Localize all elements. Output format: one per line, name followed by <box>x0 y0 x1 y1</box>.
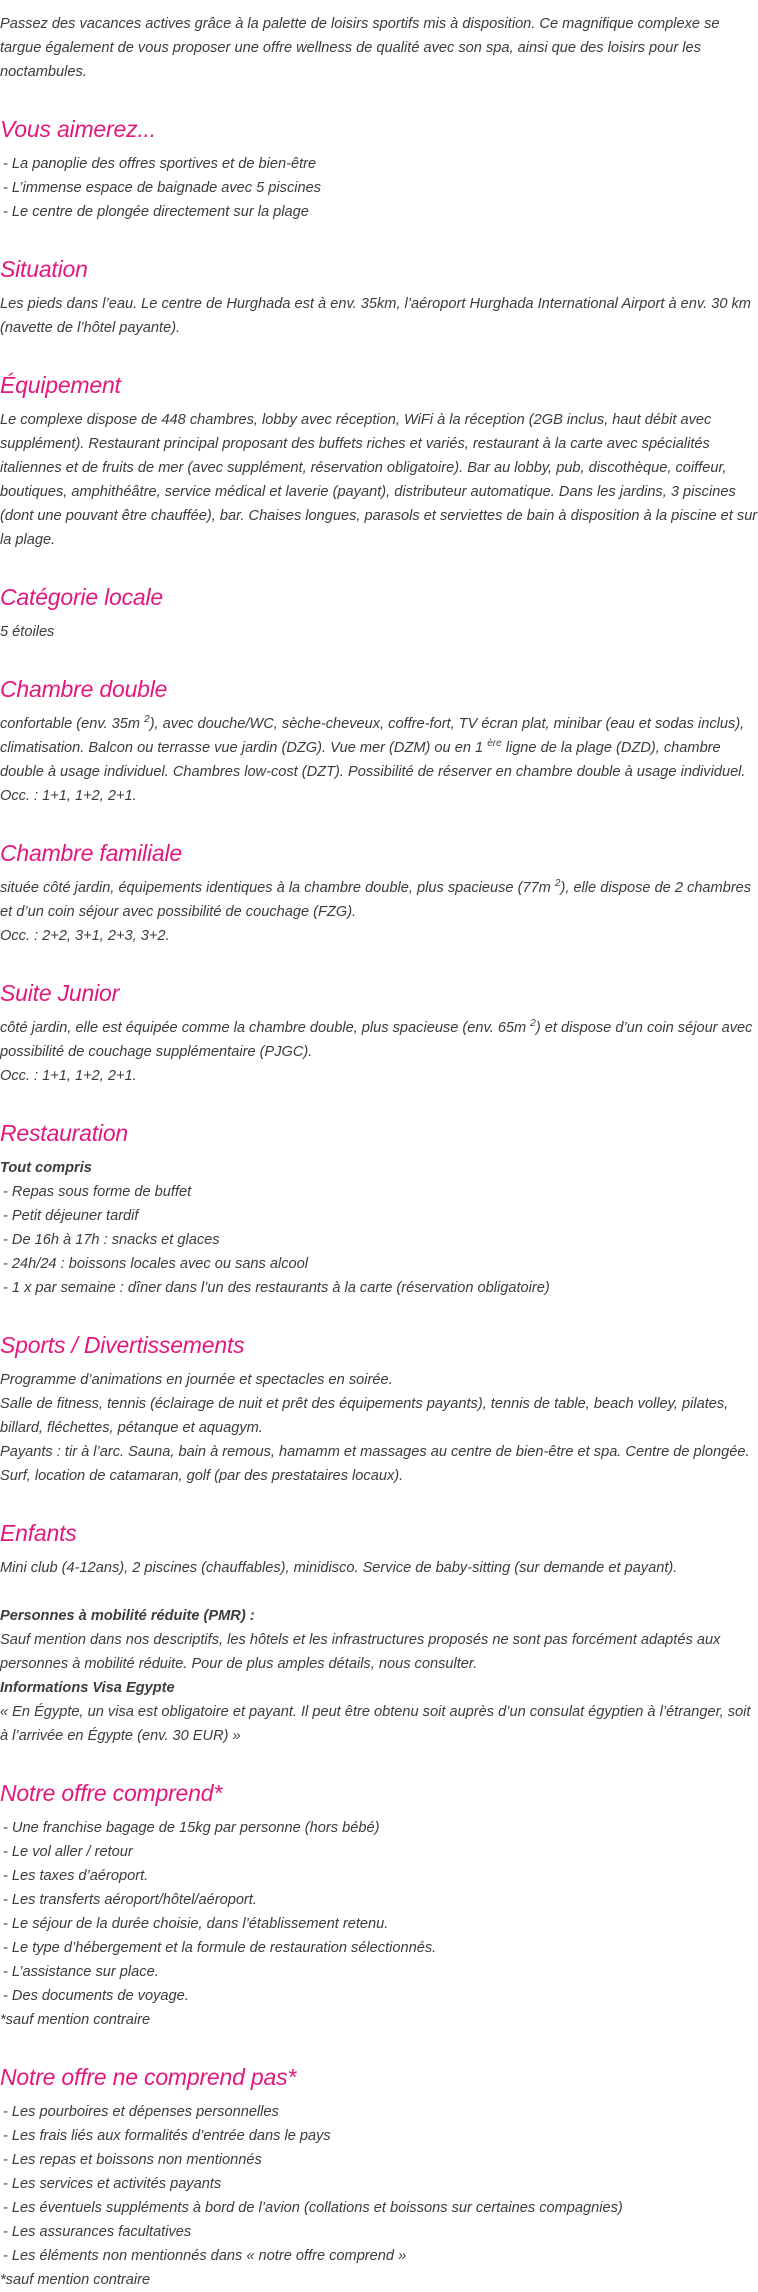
bold-label: Tout compris <box>0 1160 92 1176</box>
list-item: - Les taxes d’aéroport. <box>3 1868 149 1884</box>
section-situation <box>0 254 758 340</box>
list-item: - Une franchise bagage de 15kg par personne (hors bébé) <box>3 1820 380 1836</box>
occupancy-text: Occ. : 1+1, 1+2, 2+1. <box>0 1068 137 1084</box>
section-restauration <box>0 1118 758 1300</box>
section-title: Notre offre ne comprend pas* <box>0 2064 297 2090</box>
list-item: - Les repas et boissons non mentionnés <box>3 2152 262 2168</box>
section-title: Notre offre comprend* <box>0 1780 223 1806</box>
section-title: Équipement <box>0 372 121 398</box>
room-description <box>0 1016 758 1064</box>
text-part: confortable (env. 35m <box>0 716 145 732</box>
bold-label: Informations Visa Egypte <box>0 1680 175 1696</box>
section-sports <box>0 1330 758 1488</box>
restauration-subtitle <box>0 1156 758 1180</box>
section-offre-ne-comprend <box>0 2062 758 2292</box>
list-item: - L’immense espace de baignade avec 5 piscines <box>3 180 322 196</box>
intro-text: Passez des vacances actives grâce à la palette de loisirs sportifs mis à disposition. Ce magnifique complexe se targue également de vous proposer une offre wellness de qualité avec son spa, ainsi que des loisirs pour les noctambules. <box>0 16 720 80</box>
highlights-list <box>0 152 758 224</box>
list-item: - Le centre de plongée directement sur la plage <box>3 204 309 220</box>
section-title: Catégorie locale <box>0 584 164 610</box>
text-part: ), elle dispose de 2 chambres et d’un coin séjour avec possibilité de couchage (FZG). <box>0 880 752 920</box>
list-item: - La panoplie des offres sportives et de bien-être <box>3 156 317 172</box>
list-item: - Le vol aller / retour <box>3 1844 133 1860</box>
section-vous-aimerez <box>0 114 758 224</box>
superscript: 2 <box>144 714 150 725</box>
list-item: - Les éléments non mentionnés dans « notre offre comprend » <box>3 2248 407 2264</box>
section-categorie <box>0 582 758 644</box>
list-item: - Les services et activités payants <box>3 2176 222 2192</box>
list-item: - Les transferts aéroport/hôtel/aéroport. <box>3 1892 257 1908</box>
section-chambre-familiale <box>0 838 758 948</box>
text-part: ) et dispose d’un coin séjour avec possibilité de couchage supplémentaire (PJGC). <box>0 1020 753 1060</box>
section-title: Restauration <box>0 1120 129 1146</box>
section-text: « En Égypte, un visa est obligatoire et payant. Il peut être obtenu soit auprès d’un consulat égyptien à l’étranger, soit à l’arrivée en Égypte (env. 30 EUR) » <box>0 1704 751 1744</box>
spacer <box>0 1580 758 1604</box>
footnote: *sauf mention contraire <box>0 2272 151 2288</box>
section-title: Enfants <box>0 1520 77 1546</box>
section-title: Chambre double <box>0 676 168 702</box>
section-text: Mini club (4-12ans), 2 piscines (chauffables), minidisco. Service de baby-sitting (sur demande et payant). <box>0 1560 678 1576</box>
visa-heading <box>0 1676 758 1700</box>
superscript: 2 <box>530 1018 536 1029</box>
section-title: Chambre familiale <box>0 840 182 866</box>
footnote: *sauf mention contraire <box>0 2012 151 2028</box>
section-suite-junior <box>0 978 758 1088</box>
bold-label: Personnes à mobilité réduite (PMR) : <box>0 1608 255 1624</box>
pmr-heading <box>0 1604 758 1628</box>
text-part: côté jardin, elle est équipée comme la chambre double, plus spacieuse (env. 65m <box>0 1020 531 1036</box>
section-offre-comprend <box>0 1778 758 2032</box>
room-description <box>0 876 758 924</box>
section-title: Sports / Divertissements <box>0 1332 245 1358</box>
section-chambre-double <box>0 674 758 808</box>
list-item: - Petit déjeuner tardif <box>3 1208 139 1224</box>
included-list <box>0 1816 758 2032</box>
list-item: - Les assurances facultatives <box>3 2224 192 2240</box>
section-equipement <box>0 370 758 552</box>
list-item: - Des documents de voyage. <box>3 1988 189 2004</box>
text-part: ligne de la plage (DZD), chambre double à usage individuel. Chambres low-cost (DZT). Possibilité de réserver en chambre double à usage individuel. <box>0 740 746 780</box>
list-item: - Les frais liés aux formalités d’entrée dans le pays <box>3 2128 331 2144</box>
superscript: ère <box>487 738 502 749</box>
text-part: ), avec douche/WC, sèche-cheveux, coffre-fort, TV écran plat, minibar (eau et sodas inclus), climatisation. Balcon ou terrasse vue jardin (DZG). Vue mer (DZM) ou en 1 <box>0 716 745 756</box>
list-item: - Repas sous forme de buffet <box>3 1184 192 1200</box>
section-text: Sauf mention dans nos descriptifs, les hôtels et les infrastructures proposés ne sont pas forcément adaptés aux personnes à mobilité réduite. Pour de plus amples détails, nous consulter. <box>0 1632 721 1672</box>
section-text: Payants : tir à l’arc. Sauna, bain à remous, hamamm et massages au centre de bien-être et spa. Centre de plongée. Surf, location de catamaran, golf (par des prestataires locaux). <box>0 1444 750 1484</box>
list-item: - Les éventuels suppléments à bord de l’avion (collations et boissons sur certaines compagnies) <box>3 2200 623 2216</box>
list-item: - Le type d’hébergement et la formule de restauration sélectionnés. <box>3 1940 437 1956</box>
occupancy-text: Occ. : 2+2, 3+1, 2+3, 3+2. <box>0 928 170 944</box>
section-enfants <box>0 1518 758 1580</box>
list-item: - 1 x par semaine : dîner dans l’un des restaurants à la carte (réservation obligatoire) <box>3 1280 550 1296</box>
occupancy-text: Occ. : 1+1, 1+2, 2+1. <box>0 788 137 804</box>
superscript: 2 <box>554 878 561 889</box>
section-title: Situation <box>0 256 88 282</box>
list-item: - 24h/24 : boissons locales avec ou sans alcool <box>3 1256 309 1272</box>
section-title: Vous aimerez... <box>0 116 156 142</box>
excluded-list <box>0 2100 758 2292</box>
list-item: - Le séjour de la durée choisie, dans l’établissement retenu. <box>3 1916 389 1932</box>
section-text: Salle de fitness, tennis (éclairage de nuit et prêt des équipements payants), tennis de table, beach volley, pilates, billard, fléchettes, pétanque et aquagym. <box>0 1396 729 1436</box>
section-text: Le complexe dispose de 448 chambres, lobby avec réception, WiFi à la réception (2GB inclus, haut débit avec supplément). Restaurant principal proposant des buffets riches et variés, restaurant à la carte avec spécialités italiennes et de fruits de mer (avec supplément, réservation obligatoire). Bar au lobby, pub, discothèque, coiffeur, boutiques, amphithéâtre, service médical et laverie (payant), distributeur automatique. Dans les jardins, 3 piscines (dont une pouvant être chauffée), bar. Chaises longues, parasols et serviettes de bain à disposition à la piscine et sur la plage. <box>0 412 758 548</box>
section-text: Les pieds dans l’eau. Le centre de Hurghada est à env. 35km, l’aéroport Hurghada International Airport à env. 30 km (navette de l’hôtel payante). <box>0 296 751 336</box>
section-text: Programme d’animations en journée et spectacles en soirée. <box>0 1372 393 1388</box>
list-item: - De 16h à 17h : snacks et glaces <box>3 1232 220 1248</box>
section-pmr <box>0 1604 758 1748</box>
section-text: 5 étoiles <box>0 624 55 640</box>
text-part: située côté jardin, équipements identiques à la chambre double, plus spacieuse (77m <box>0 880 555 896</box>
list-item: - Les pourboires et dépenses personnelles <box>3 2104 279 2120</box>
list-item: - L’assistance sur place. <box>3 1964 159 1980</box>
meals-list <box>0 1180 758 1300</box>
section-title: Suite Junior <box>0 980 120 1006</box>
room-description <box>0 712 758 784</box>
